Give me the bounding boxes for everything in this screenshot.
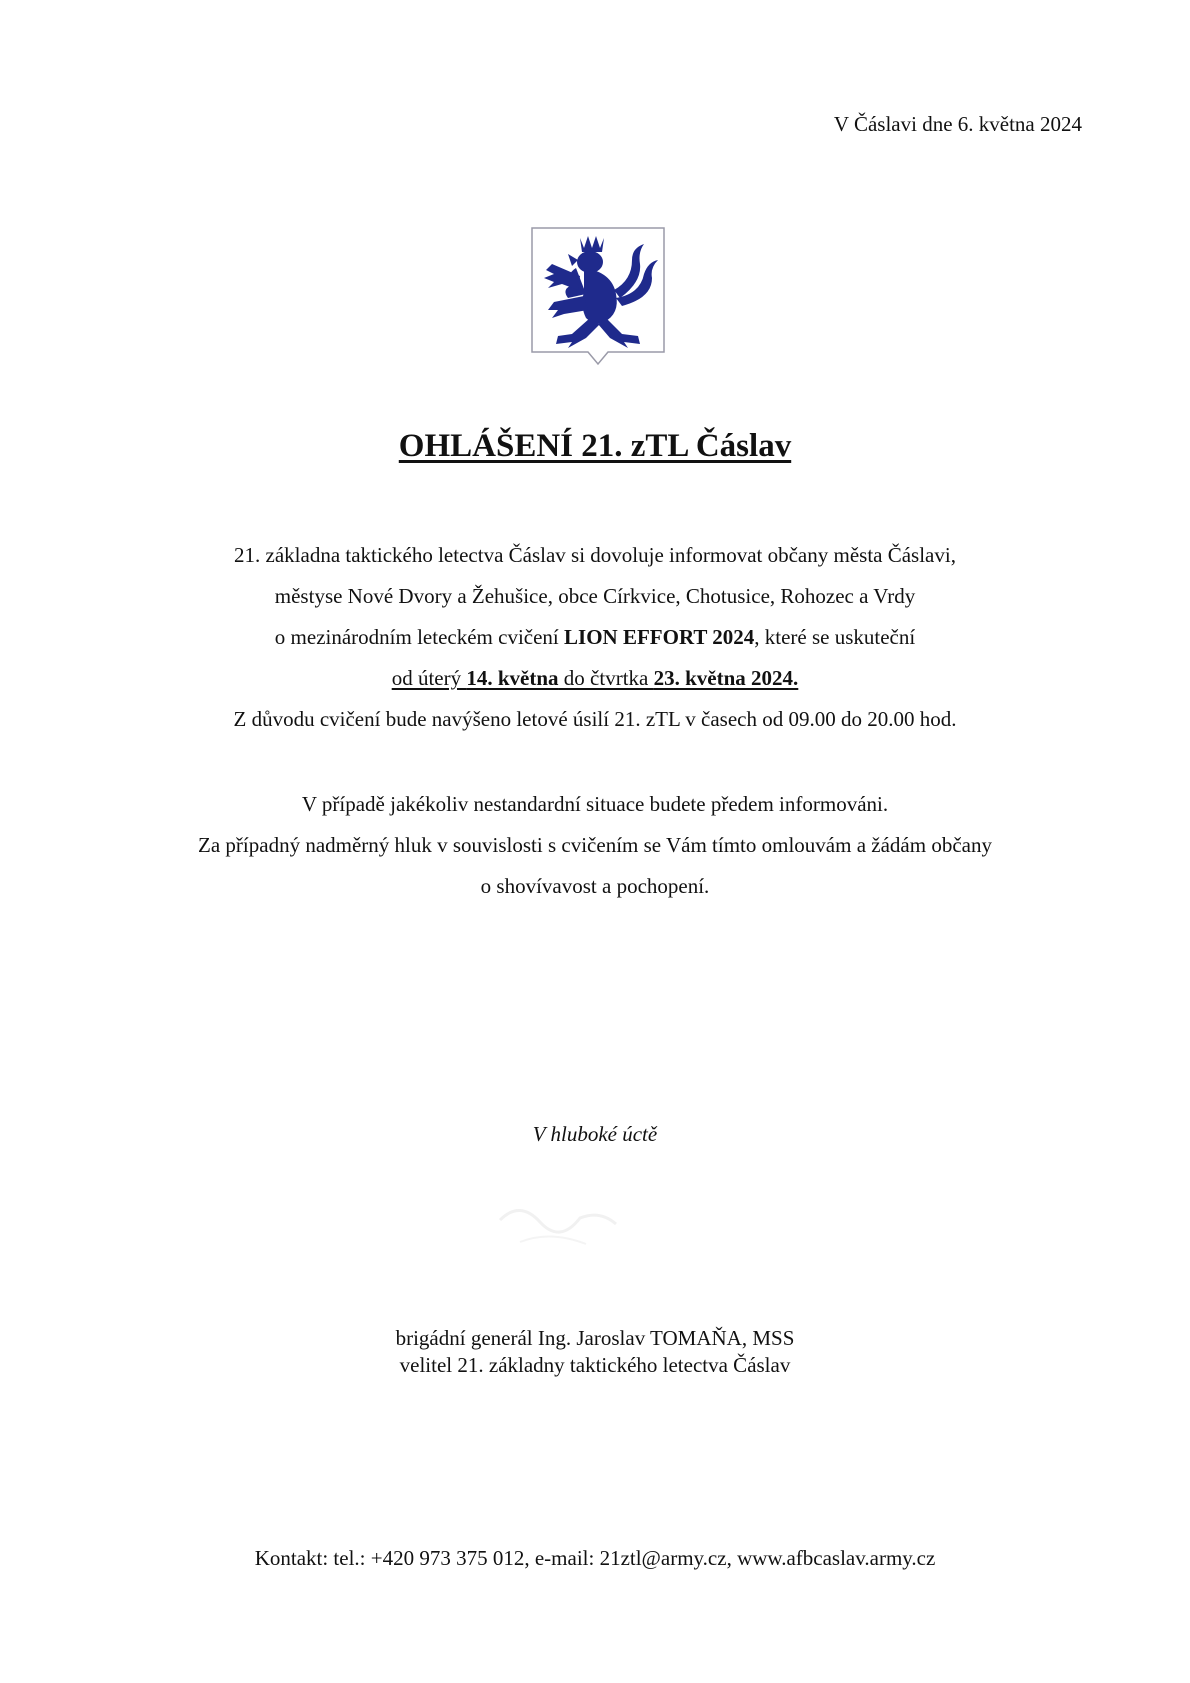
signatory-block <box>0 1325 1190 1379</box>
exercise-name: LION EFFORT 2024 <box>564 625 755 649</box>
page-title: OHLÁŠENÍ 21. zTL Čáslav <box>398 428 792 464</box>
exercise-dates: od úterý 14. května do čtvrtka 23. května 2024. <box>391 666 799 690</box>
body-line-8: o shovívavost a pochopení. <box>480 874 710 898</box>
closing-salutation: V hluboké úctě <box>532 1122 658 1146</box>
body-line-7: Za případný nadměrný hluk v souvislosti s cvičením se Vám tímto omlouvám a žádám občany <box>198 833 992 857</box>
body-line-5: Z důvodu cvičení bude navýšeno letové úsilí 21. zTL v časech od 09.00 do 20.00 hod. <box>233 707 957 731</box>
body-line-1: 21. základna taktického letectva Čáslav si dovoluje informovat občany města Čáslavi, <box>234 543 956 567</box>
body-line-6: V případě jakékoliv nestandardní situace budete předem informováni. <box>301 792 889 816</box>
lion-coat-of-arms-icon <box>528 224 668 374</box>
document-date: V Čáslavi dne 6. května 2024 <box>833 112 1082 136</box>
contact-line: Kontakt: tel.: +420 973 375 012, e-mail: 21ztl@army.cz, www.afbcaslav.army.cz <box>254 1546 936 1570</box>
apology-paragraph <box>0 784 1190 907</box>
announcement-paragraph <box>0 535 1190 740</box>
body-line-3: o mezinárodním leteckém cvičení LION EFFORT 2024, které se uskuteční <box>274 625 916 649</box>
body-line-2: městyse Nové Dvory a Žehušice, obce Církvice, Chotusice, Rohozec a Vrdy <box>274 584 916 608</box>
signatory-role: velitel 21. základny taktického letectva Čáslav <box>399 1353 791 1377</box>
faint-signature-mark <box>490 1180 630 1270</box>
signatory-name: brigádní generál Ing. Jaroslav TOMAŇA, MSS <box>395 1326 795 1350</box>
